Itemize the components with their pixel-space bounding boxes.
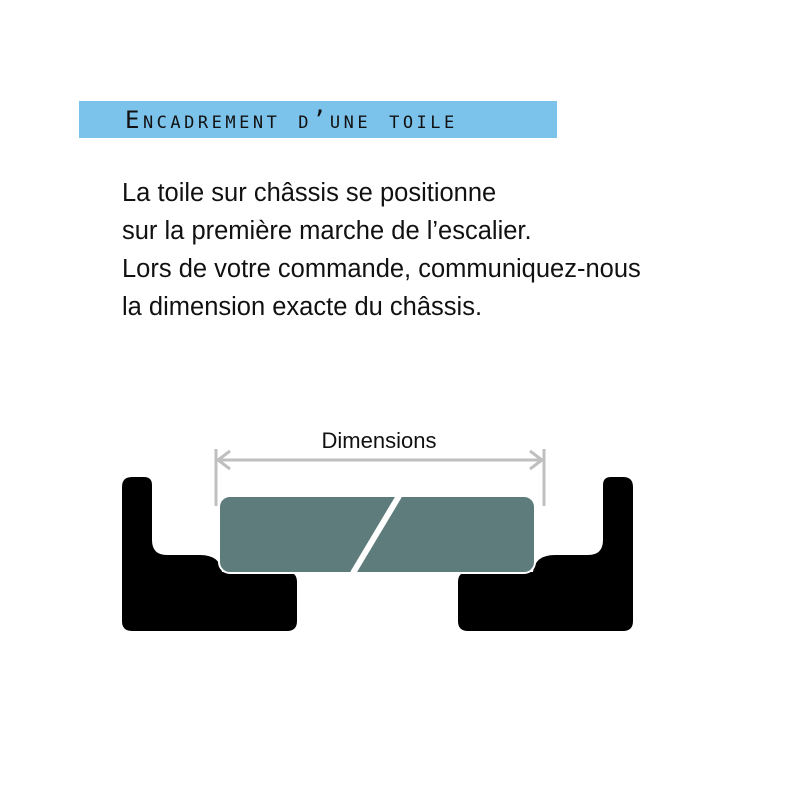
description-line: la dimension exacte du châssis.: [122, 293, 483, 321]
description-line: Lors de votre commande, communiquez-nous: [122, 255, 641, 283]
dimension-label: Dimensions: [321, 428, 437, 453]
description-line: La toile sur châssis se positionne: [122, 179, 497, 207]
description-line: sur la première marche de l’escalier.: [122, 217, 532, 245]
page-title: Encadrement d’une toile: [125, 105, 458, 134]
